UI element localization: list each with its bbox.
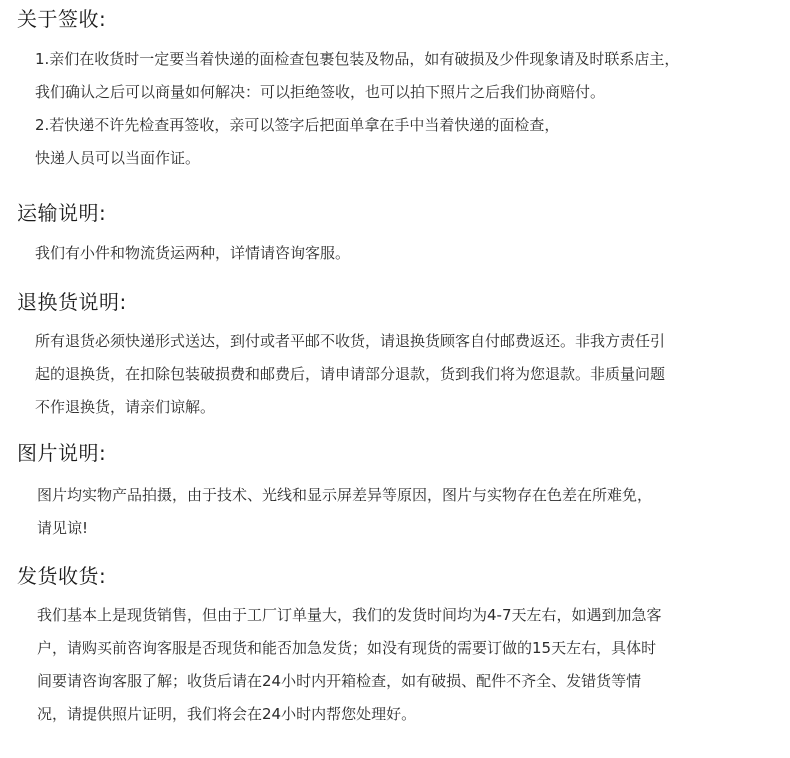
section-title-images: 图片说明: (17, 441, 107, 465)
section-line: 图片均实物产品拍摄，由于技术、光线和显示屏差异等原因，图片与实物存在色差在所难免， (37, 486, 653, 504)
section-line: 2.若快递不许先检查再签收，亲可以签字后把面单拿在手中当着快递的面检查， (35, 116, 560, 134)
section-line: 户，请购买前咨询客服是否现货和能否加急发货；如没有现货的需要订做的15天左右，具体时 (37, 639, 657, 657)
section-line: 况，请提供照片证明，我们将会在24小时内帮您处理好。 (37, 705, 417, 723)
section-line: 我们有小件和物流货运两种，详情请咨询客服。 (35, 244, 351, 262)
section-line: 请见谅! (37, 519, 89, 537)
section-line: 所有退货必须快递形式送达，到付或者平邮不收货，请退换货顾客自付邮费返还。非我方责任引 (35, 332, 666, 350)
section-line: 我们基本上是现货销售，但由于工厂订单量大，我们的发货时间均为4-7天左右，如遇到加急客 (37, 606, 662, 624)
section-title-delivery: 发货收货: (17, 564, 107, 588)
section-line: 起的退换货，在扣除包装破损费和邮费后，请申请部分退款，货到我们将为您退款。非质量问题 (35, 365, 666, 383)
section-line: 不作退换货，请亲们谅解。 (35, 398, 216, 416)
section-line: 间要请咨询客服了解；收货后请在24小时内开箱检查，如有破损、配件不齐全、发错货等情 (37, 672, 642, 690)
section-line: 我们确认之后可以商量如何解决：可以拒绝签收，也可以拍下照片之后我们协商赔付。 (35, 83, 606, 101)
section-title-returns: 退换货说明: (17, 290, 127, 314)
section-line: 1.亲们在收货时一定要当着快递的面检查包裹包装及物品，如有破损及少件现象请及时联系店主， (35, 50, 680, 68)
section-title-signing: 关于签收: (17, 7, 107, 31)
section-title-shipping: 运输说明: (17, 201, 107, 225)
section-line: 快递人员可以当面作证。 (35, 149, 201, 167)
